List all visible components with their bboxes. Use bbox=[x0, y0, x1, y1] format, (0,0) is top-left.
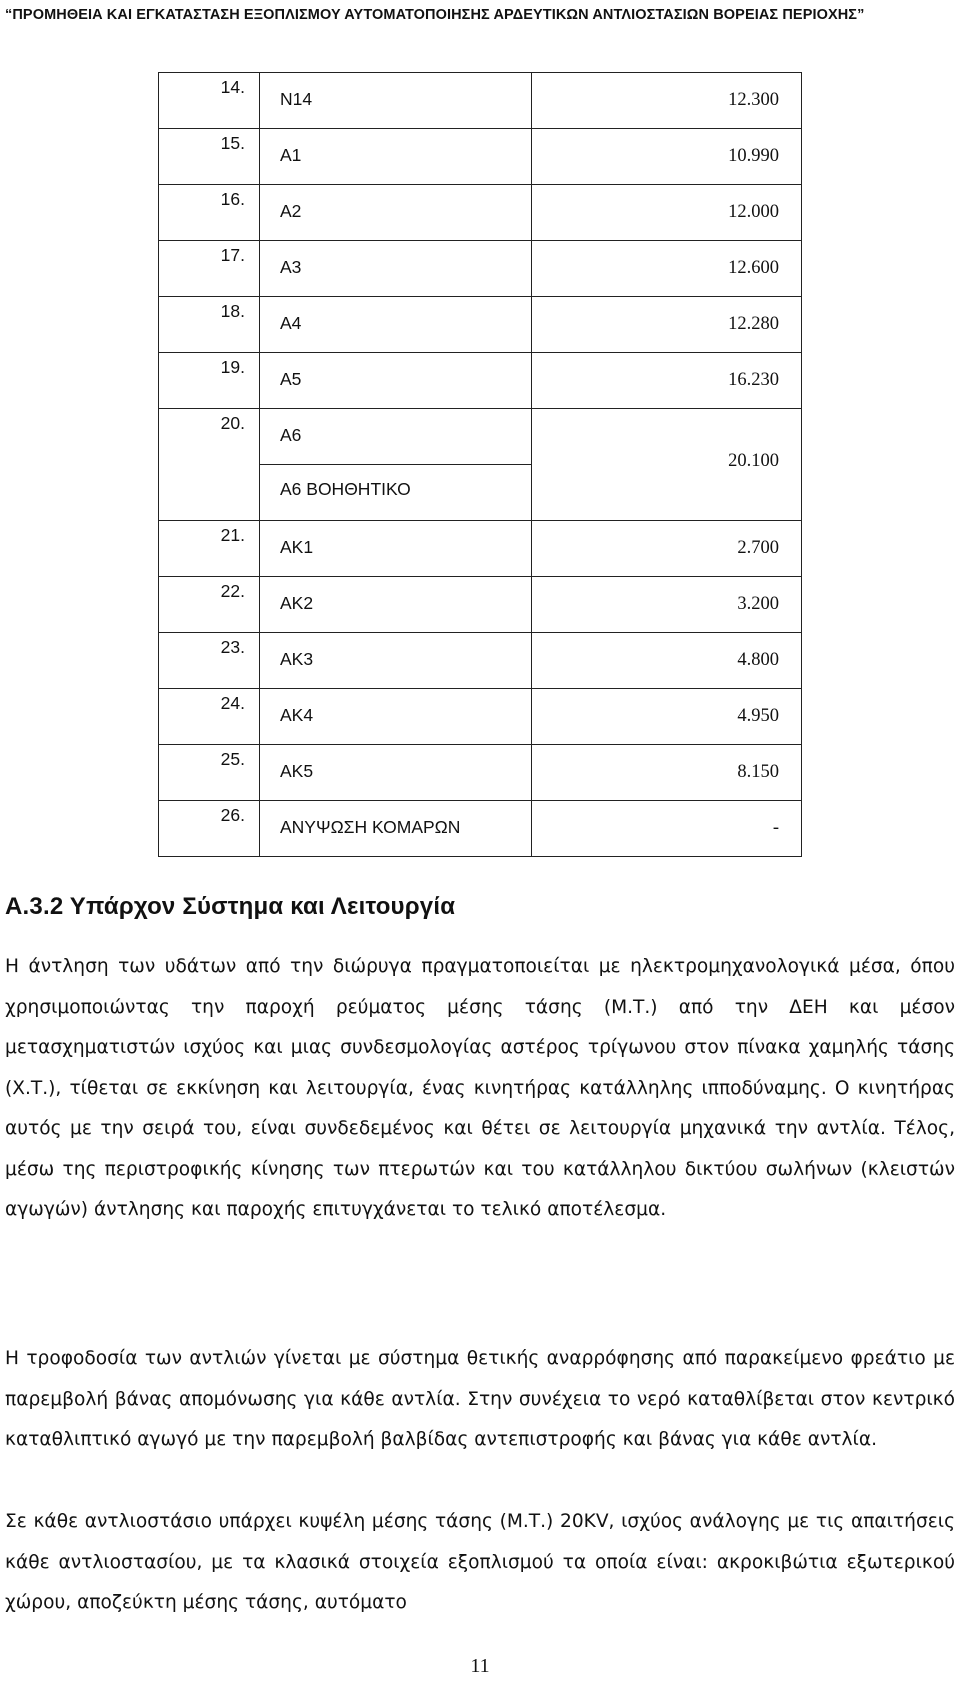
station-name-cell bbox=[260, 185, 532, 241]
table-row bbox=[159, 577, 802, 633]
station-value-cell bbox=[532, 73, 802, 129]
table-row bbox=[159, 297, 802, 353]
station-value-cell bbox=[532, 409, 802, 521]
station-name: Α3 bbox=[280, 257, 302, 277]
row-number-cell bbox=[159, 185, 260, 241]
station-value: 3.200 bbox=[737, 594, 779, 614]
table-row bbox=[159, 129, 802, 185]
station-name: ΑΚ3 bbox=[280, 649, 314, 669]
station-value-cell bbox=[532, 633, 802, 689]
table-row bbox=[159, 745, 802, 801]
station-name-cell bbox=[260, 129, 532, 185]
paragraph-medium-voltage-cell: Σε κάθε αντλιοστάσιο υπάρχει κυψέλη μέσης τάσης (Μ.Τ.) 20KV, ισχύος ανάλογης με τις απαιτήσεις κάθε αντλιοστασίου, με τα κλασικά στοιχεία εξοπλισμού τα οποία είναι: ακροκιβώτια εξωτερικού χώρου, αποζεύκτη μέσης τάσης, αυτόματο bbox=[5, 1511, 955, 1613]
row-number-cell bbox=[159, 129, 260, 185]
row-number-cell bbox=[159, 409, 260, 521]
station-name: Α1 bbox=[280, 145, 302, 165]
station-value: 4.950 bbox=[737, 706, 779, 726]
station-value: 2.700 bbox=[737, 538, 779, 558]
table-row bbox=[159, 185, 802, 241]
station-name-cell bbox=[260, 409, 532, 465]
row-number: 22. bbox=[220, 581, 245, 601]
row-number: 23. bbox=[220, 637, 245, 657]
table-row bbox=[159, 409, 802, 465]
station-value: 12.300 bbox=[728, 90, 779, 110]
station-name-cell bbox=[260, 297, 532, 353]
row-number-cell bbox=[159, 577, 260, 633]
page-number: 11 bbox=[470, 1655, 490, 1677]
row-number-cell bbox=[159, 353, 260, 409]
station-name: ΑΚ5 bbox=[280, 761, 314, 781]
paragraph-existing-system: Η άντληση των υδάτων από την διώρυγα πραγματοποιείται με ηλεκτρομηχανολογικά μέσα, όπου χρησιμοποιώντας την παροχή ρεύματος μέσης τάσης (Μ.Τ.) από την ΔΕΗ και μέσον μετασχηματιστών ισχύος και μιας συνδεσμολογίας αστέρος τρίγωνου στον πίνακα χαμηλής τάσης (Χ.Τ.), τίθεται σε εκκίνηση και λειτουργία, ένας κινητήρας κατάλληλης ιπποδύναμης. Ο κινητήρας αυτός με την σειρά του, είναι συνδεδεμένος και θέτει σε λειτουργία μηχανικά την αντλία. Τέλος, μέσω της περιστροφικής κίνησης των πτερωτών και του κατάλληλου δικτύου σωλήνων (κλειστών αγωγών) άντλησης και παροχής επιτυγχάνεται το τελικό αποτέλεσμα. bbox=[5, 956, 955, 1220]
table-row bbox=[159, 689, 802, 745]
row-number: 15. bbox=[220, 133, 245, 153]
station-value: 16.230 bbox=[728, 370, 779, 390]
row-number-cell bbox=[159, 73, 260, 129]
station-value-cell bbox=[532, 129, 802, 185]
station-name: ΑΚ2 bbox=[280, 593, 314, 613]
pumping-stations-table bbox=[158, 72, 802, 857]
station-value: 12.600 bbox=[728, 258, 779, 278]
station-value: 10.990 bbox=[728, 146, 779, 166]
row-number: 25. bbox=[220, 749, 245, 769]
station-name-cell bbox=[260, 465, 532, 521]
station-name: ΑΚ4 bbox=[280, 705, 314, 725]
paragraph-pump-feeding: Η τροφοδοσία των αντλιών γίνεται με σύστημα θετικής αναρρόφησης από παρακείμενο φρεάτιο με παρεμβολή βάνας απομόνωσης για κάθε αντλία. Στην συνέχεια το νερό καταθλίβεται στον κεντρικό καταθλιπτικό αγωγό με την παρεμβολή βαλβίδας αντεπιστροφής και βάνας για κάθε αντλία. bbox=[5, 1348, 955, 1450]
station-value-cell bbox=[532, 521, 802, 577]
row-number: 19. bbox=[220, 357, 245, 377]
station-name-cell bbox=[260, 577, 532, 633]
row-number-cell bbox=[159, 801, 260, 857]
station-name-cell bbox=[260, 633, 532, 689]
station-name-cell bbox=[260, 241, 532, 297]
station-value-cell bbox=[532, 745, 802, 801]
station-name: ΑΚ1 bbox=[280, 537, 314, 557]
station-value: 12.000 bbox=[728, 202, 779, 222]
station-name-secondary: Α6 ΒΟΗΘΗΤΙΚΟ bbox=[280, 479, 411, 499]
row-number: 20. bbox=[220, 413, 245, 433]
station-value-cell bbox=[532, 241, 802, 297]
row-number-cell bbox=[159, 297, 260, 353]
station-name-cell bbox=[260, 353, 532, 409]
row-number: 18. bbox=[220, 301, 245, 321]
station-name-cell bbox=[260, 689, 532, 745]
station-name: Α2 bbox=[280, 201, 302, 221]
row-number-cell bbox=[159, 521, 260, 577]
station-value-cell bbox=[532, 801, 802, 857]
station-name: Α5 bbox=[280, 369, 302, 389]
table-row bbox=[159, 633, 802, 689]
station-name: Α6 bbox=[280, 425, 302, 445]
row-number: 14. bbox=[220, 77, 245, 97]
table-row bbox=[159, 521, 802, 577]
station-name-cell bbox=[260, 521, 532, 577]
station-name-cell bbox=[260, 73, 532, 129]
station-name-cell bbox=[260, 801, 532, 857]
station-value-cell bbox=[532, 689, 802, 745]
table-row bbox=[159, 241, 802, 297]
station-value: 20.100 bbox=[728, 451, 779, 471]
station-value-cell bbox=[532, 297, 802, 353]
station-value-cell bbox=[532, 353, 802, 409]
row-number-cell bbox=[159, 633, 260, 689]
row-number: 26. bbox=[220, 805, 245, 825]
document-header: “ΠΡΟΜΗΘΕΙΑ ΚΑΙ ΕΓΚΑΤΑΣΤΑΣΗ ΕΞΟΠΛΙΣΜΟΥ ΑΥΤΟΜΑΤΟΠΟΙΗΣΗΣ ΑΡΔΕΥΤΙΚΩΝ ΑΝΤΛΙΟΣΤΑΣΙΩΝ ΒΟΡΕΙΑΣ ΠΕΡΙΟΧΗΣ” bbox=[5, 7, 865, 23]
row-number: 21. bbox=[220, 525, 245, 545]
row-number-cell bbox=[159, 241, 260, 297]
station-value: - bbox=[772, 818, 779, 838]
row-number-cell bbox=[159, 689, 260, 745]
row-number: 17. bbox=[220, 245, 245, 265]
station-value: 12.280 bbox=[728, 314, 779, 334]
station-name: Ν14 bbox=[280, 89, 313, 109]
row-number: 16. bbox=[220, 189, 245, 209]
station-value: 4.800 bbox=[737, 650, 779, 670]
station-value-cell bbox=[532, 185, 802, 241]
section-heading: Α.3.2 Υπάρχον Σύστημα και Λειτουργία bbox=[5, 893, 456, 920]
station-value: 8.150 bbox=[737, 762, 779, 782]
station-name: ΑΝΥΨΩΣΗ ΚΟΜΑΡΩΝ bbox=[280, 817, 461, 837]
row-number: 24. bbox=[220, 693, 245, 713]
station-name: Α4 bbox=[280, 313, 302, 333]
table-row bbox=[159, 353, 802, 409]
station-name-cell bbox=[260, 745, 532, 801]
row-number-cell bbox=[159, 745, 260, 801]
station-value-cell bbox=[532, 577, 802, 633]
table-row bbox=[159, 73, 802, 129]
table-row bbox=[159, 801, 802, 857]
